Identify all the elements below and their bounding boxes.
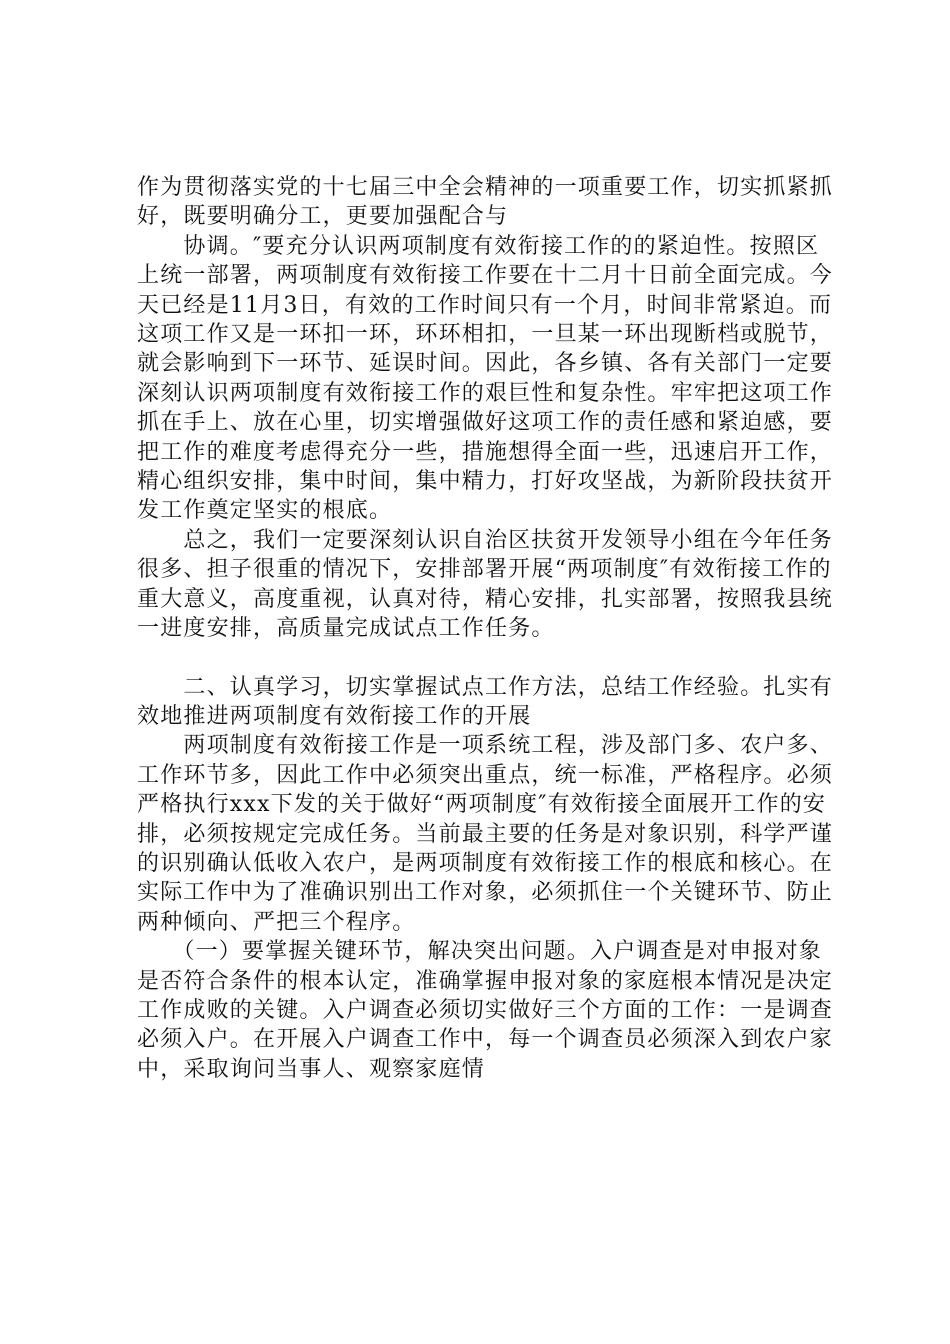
paragraph-3: 总之，我们一定要深刻认识自治区扶贫开发领导小组在今年任务很多、担子很重的情况下，安排部署开展“两项制度″有效衔接工作的重大意义，高度重视，认真对待，精心安排，扎实部署，按照我县统一进度安排，高质量完成试点工作任务。 [137,527,834,642]
paragraph-1: 作为贯彻落实党的十七届三中全会精神的一项重要工作，切实抓紧抓好，既要明确分工，更要加强配合与 [137,175,834,230]
paragraph-4: 两项制度有效衔接工作是一项系统工程，涉及部门多、农户多、工作环节多，因此工作中必须突出重点，统一标准，严格程序。必须严格执行xxx下发的关于做好“两项制度″有效衔接全面展开工作的安排，必须按规定完成任务。当前最主要的任务是对象识别，科学严谨的识别确认低收入农户，是两项制度有效衔接工作的根底和核心。在实际工作中为了准确识别出工作对象，必须抓住一个关键环节、防止两种倾向、严把三个程序。 [137,733,834,935]
document-body [137,173,837,1084]
paragraph-5: （一）要掌握关键环节，解决突出问题。入户调查是对申报对象是否符合条件的根本认定，准确掌握申报对象的家庭根本情况是决定工作成败的关键。入户调查必须切实做好三个方面的工作：一是调查必须入户。在开展入户调查工作中，每一个调查员必须深入到农户家中，采取询问当事人、观察家庭情 [137,939,834,1082]
paragraph-spacer [137,644,837,673]
paragraph-2: 协调。″要充分认识两项制度有效衔接工作的的紧迫性。按照区上统一部署，两项制度有效衔接工作要在十二月十日前全面完成。今天已经是11月3日，有效的工作时间只有一个月，时间非常紧迫。而这项工作又是一环扣一环，环环相扣，一旦某一环出现断档或脱节，就会影响到下一环节、延误时间。因此，各乡镇、各有关部门一定要深刻认识两项制度有效衔接工作的艰巨性和复杂性。牢牢把这项工作抓在手上、放在心里，切实增强做好这项工作的责任感和紧迫感，要把工作的难度考虑得充分一些，措施想得全面一些，迅速启开工作，精心组织安排，集中时间，集中精力，打好攻坚战，为新阶段扶贫开发工作奠定坚实的根底。 [137,233,834,524]
section-heading-2: 二、认真学习，切实掌握试点工作方法，总结工作经验。扎实有效地推进两项制度有效衔接工作的开展 [137,674,834,729]
